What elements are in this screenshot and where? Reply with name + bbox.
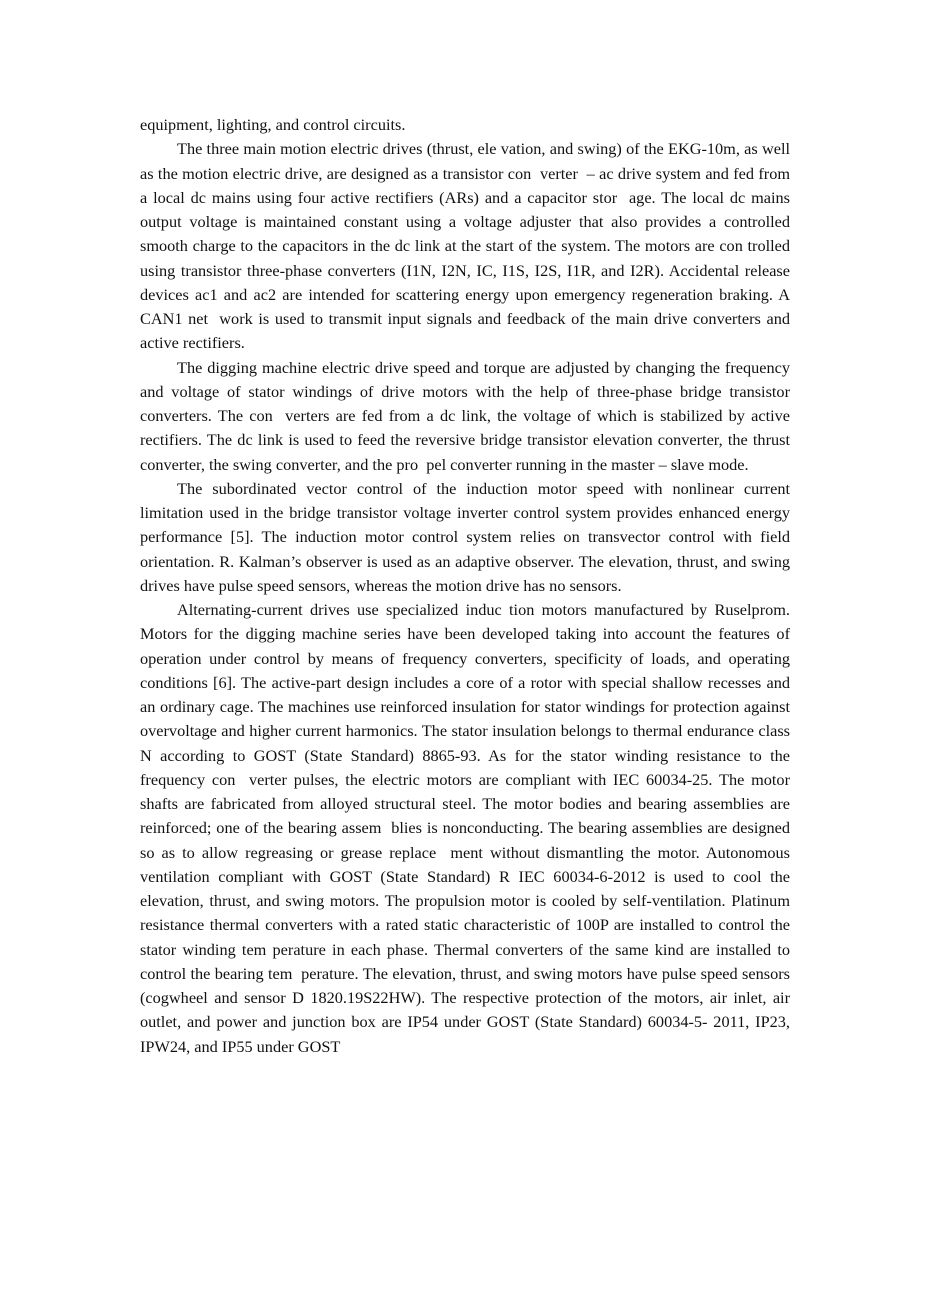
- paragraph-vector-control: The subordinated vector control of the induction motor speed with nonlinear current limitation used in the bridge transistor voltage inverter control system provides enhanced energy performance [5]. The induction motor control system relies on transvector control with field orientation. R. Kalman’s observer is used as an adaptive observer. The elevation, thrust, and swing drives have pulse speed sensors, whereas the motion drive has no sensors.: [140, 478, 795, 595]
- paragraph-speed-torque-adjustment: The digging machine electric drive speed and torque are adjusted by changing the frequency and voltage of stator windings of drive motors with the help of three-phase bridge transistor converters. The con verters are fed from a dc link, the voltage of which is stabilized by active rectifiers. The dc link is used to feed the reversive bridge transistor elevation converter, the thrust converter, the swing converter, and the pro pel converter running in the master ‒ slave mode.: [140, 357, 795, 474]
- paragraph-continuation: equipment, lighting, and control circuits.: [140, 115, 406, 134]
- paragraph-induction-motors: Alternating-current drives use specialized induc tion motors manufactured by Ruselprom. Motors for the digging machine series have been developed taking into account the features of operation under control by means of frequency converters, specificity of loads, and operating conditions [6]. The active-part design includes a core of a rotor with special shallow recesses and an ordinary cage. The machines use reinforced insulation for stator windings for protection against overvoltage and higher current harmonics. The stator insulation belongs to thermal endurance class N according to GOST (State Standard) 8865-93. As for the stator winding resistance to the frequency con verter pulses, the electric motors are compliant with IEC 60034-25. The motor shafts are fabricated from alloyed structural steel. The motor bodies and bearing assemblies are reinforced; one of the bearing assem blies is nonconducting. The bearing assemblies are designed so as to allow regreasing or grease replace ment without dismantling the motor. Autonomous ventilation compliant with GOST (State Standard) R IEC 60034-6-2012 is used to cool the elevation, thrust, and swing motors. The propulsion motor is cooled by self-ventilation. Platinum resistance thermal converters with a rated static characteristic of 100P are installed to control the stator winding tem perature in each phase. Thermal converters of the same kind are installed to control the bearing tem perature. The elevation, thrust, and swing motors have pulse speed sensors (cogwheel and sensor D 1820.19S22HW). The respective protection of the motors, air inlet, air outlet, and power and junction box are IP54 under GOST (State Standard) 60034-5- 2011, IP23, IPW24, and IP55 under GOST: [140, 600, 795, 1056]
- document-page: [140, 113, 795, 1059]
- paragraph-main-motion-drives: The three main motion electric drives (thrust, ele vation, and swing) of the EKG-10m, as well as the motion electric drive, are designed as a transistor con verter ‒ ac drive system and fed from a local dc mains using four active rectifiers (ARs) and a capacitor stor age. The local dc mains output voltage is maintained constant using a voltage adjuster that also provides a controlled smooth charge to the capacitors in the dc link at the start of the system. The motors are con trolled using transistor three-phase converters (I1N, I2N, IC, I1S, I2S, I1R, and I2R). Accidental release devices ac1 and ac2 are intended for scattering energy upon emergency regeneration braking. A CAN1 net work is used to transmit input signals and feedback of the main drive converters and active rectifiers.: [140, 139, 795, 353]
